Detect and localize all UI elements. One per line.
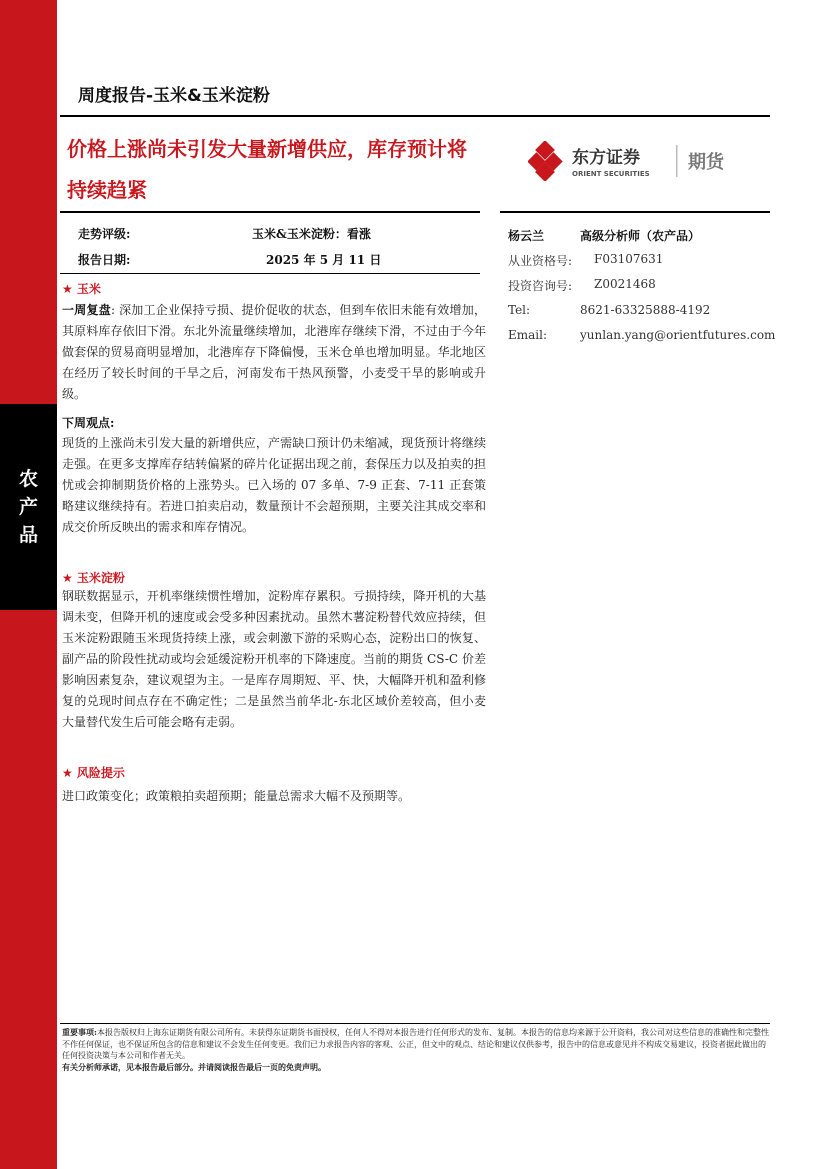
consult-label: 投资咨询号: [508, 279, 573, 293]
rating-label: 走势评级: [78, 227, 131, 241]
category-tab-label [0, 404, 57, 610]
corn-review-label: 一周复盘 [62, 303, 111, 317]
corn-review-text: : 深加工企业保持亏损、提价促收的状态，但到车依旧未能有效增加，其原料库存依旧下滑。东北外流量继续增加，北港库存继续下滑，不过由于今年做套保的贸易商明显增加，北港库存下降偏慢，玉米仓单也增加明显。华北地区在经历了较长时间的干旱之后，河南发布干热风预警，小麦受干旱的影响或升级。 [62, 303, 486, 401]
footer-divider [60, 1023, 770, 1024]
meta-divider-right [500, 211, 770, 213]
meta-divider-left [60, 211, 480, 213]
starch-text: 钢联数据显示，开机率继续惯性增加，淀粉库存累积。亏损持续，降开机的大基调未变，但降开机的速度或会受多种因素扰动。虽然木薯淀粉替代效应持续，但玉米淀粉跟随玉米现货持续上涨，或会刺激下游的采购心态，淀粉出口的恢复、副产品的阶段性扰动或均会延缓淀粉开机率的下降速度。当前的期货 CS-C 价差影响因素复杂，建议观望为主。一是库存周期短、平、快，大幅降开机和盈利修复的兑现时间点存在不确定性；二是虽然当前华北-东北区域价差较高，但小麦大量替代发生后可能会略有走弱。 [62, 589, 486, 729]
logo-mark-icon [528, 141, 563, 181]
analyst-name: 杨云兰 [508, 229, 545, 243]
report-title-line-2: 持续趋紧 [67, 178, 147, 202]
cert-label: 从业资格号: [508, 254, 573, 268]
cert-value: F03107631 [594, 252, 664, 266]
analyst-title: 高级分析师（农产品） [580, 229, 701, 243]
category-char-2: 产 [18, 496, 38, 518]
report-type: 周度报告-玉米&玉米淀粉 [78, 86, 270, 106]
report-title [67, 129, 527, 211]
date-value: 2025 年 5 月 11 日 [266, 253, 382, 267]
rating-value: 玉米&玉米淀粉：看涨 [252, 227, 371, 241]
consult-value: Z0021468 [594, 277, 656, 291]
risk-text: 进口政策变化；政策粮拍卖超预期；能量总需求大幅不及预期等。 [62, 789, 411, 803]
logo-suffix-text: 期货 [688, 152, 724, 173]
disclaimer-footer: 有关分析师承诺，见本报告最后部分。并请阅读报告最后一页的免责声明。 [62, 1061, 326, 1072]
email-value[interactable]: yunlan.yang@orientfutures.com [580, 328, 776, 342]
date-label: 报告日期: [78, 253, 131, 267]
header-divider [60, 115, 770, 117]
corn-review-paragraph [62, 300, 486, 405]
corn-outlook-text: 现货的上涨尚未引发大量的新增供应，产需缺口预计仍未缩减，现货预计将继续走强。在更多支撑库存结转偏紧的碎片化证据出现之前，套保压力以及拍卖的担忧或会抑制期货价格的上涨势头。已入场的 07 多单、7-9 正套、7-11 正套策略建议继续持有。若进口拍卖启动，数量预计不会超预期，主要关注其成交率和成交价所反映出的需求和库存情况。 [62, 436, 486, 534]
corn-outlook-label: 下周观点: [62, 416, 115, 430]
orient-futures-logo [528, 141, 768, 181]
category-char-1: 农 [18, 468, 38, 490]
tel-value: 8621-63325888-4192 [580, 303, 711, 317]
disclaimer-text: 本报告版权归上海东证期货有限公司所有。未获得东证期货书面授权，任何人不得对本报告进行任何形式的发布、复制。本报告的信息均来源于公开资料，我公司对这些信息的准确性和完整性不作任何保证，也不保证所包含的信息和建议不会发生任何变更。我们已力求报告内容的客观、公正，但文中的观点、结论和建议仅供参考，报告中的信息或意见并不构成交易建议，投资者据此做出的任何投资决策与本公司和作者无关。 [62, 1028, 769, 1060]
section-starch-heading: ★ 玉米淀粉 [62, 571, 125, 585]
email-label: Email: [508, 328, 548, 342]
report-title-line-1: 价格上涨尚未引发大量新增供应，库存预计将 [67, 137, 467, 161]
category-char-3: 品 [18, 524, 38, 546]
disclaimer-label: 重要事项: [62, 1027, 97, 1037]
meta-bottom-divider [60, 273, 480, 274]
section-risk-heading: ★ 风险提示 [62, 766, 125, 780]
logo-cn-text: 东方证券 [572, 148, 640, 168]
logo-en-text: ORIENT SECURITIES [572, 170, 650, 178]
section-corn-heading: ★ 玉米 [62, 282, 101, 296]
tel-label: Tel: [508, 303, 531, 317]
disclaimer [62, 1027, 772, 1073]
